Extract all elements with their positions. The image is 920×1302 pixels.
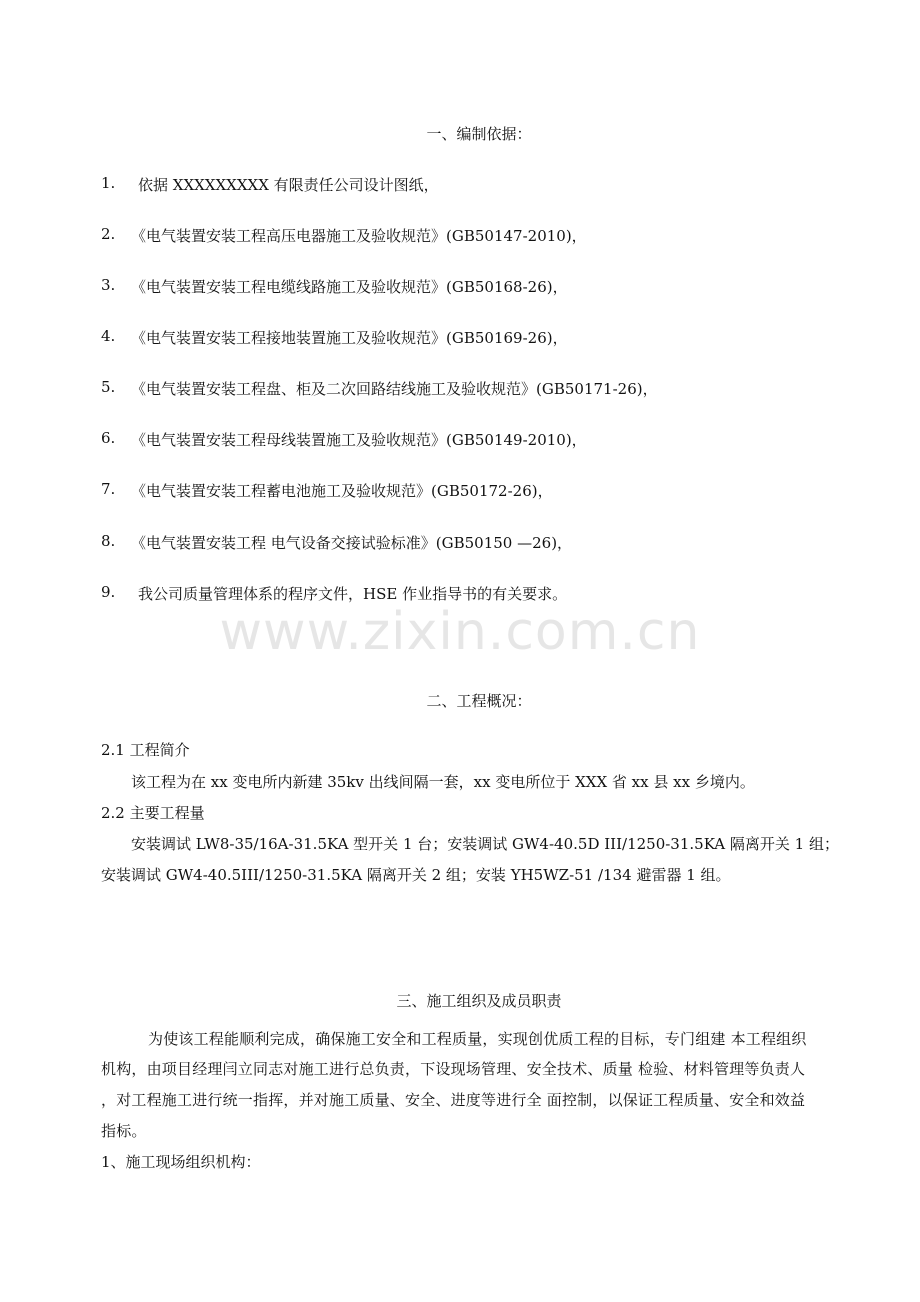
subsection-title: 1、施工现场组织机构： [101, 1153, 261, 1171]
watermark: www.zixin.com.cn [219, 602, 701, 662]
list-item-text: 《电气装置安装工程蓄电池施工及验收规范》(GB50172-26)， [131, 482, 553, 500]
list-item-text: 我公司质量管理体系的程序文件，HSE 作业指导书的有关要求。 [138, 585, 568, 603]
list-item-text: 依据 XXXXXXXXX 有限责任公司设计图纸， [138, 176, 439, 194]
list-item-text: 《电气装置安装工程高压电器施工及验收规范》(GB50147-2010)， [131, 227, 587, 245]
list-item-text: 《电气装置安装工程盘、柜及二次回路结线施工及验收规范》(GB50171-26)， [131, 380, 658, 398]
list-item-number: 1. [101, 174, 116, 192]
subsection-text: 安装调试 LW8-35/16A-31.5KA 型开关 1 台；安装调试 GW4-40.5D III/1250-31.5KA 隔离开关 1 组； [131, 835, 839, 853]
subsection-text: 安装调试 GW4-40.5III/1250-31.5KA 隔离开关 2 组；安装 YH5WZ-51 /134 避雷器 1 组。 [101, 866, 731, 884]
paragraph-line: 机构，由项目经理闫立同志对施工进行总负责，下设现场管理、安全技术、质量 检验、材料管理等负责人 [101, 1060, 806, 1078]
section-1-heading: 一、编制依据： [426, 125, 532, 143]
subsection-title: 2.1 工程简介 [101, 741, 190, 759]
list-item-number: 2. [101, 225, 116, 243]
list-item-number: 7. [101, 480, 116, 498]
list-item-text: 《电气装置安装工程 电气设备交接试验标准》(GB50150 —26)， [131, 534, 573, 552]
list-item-number: 4. [101, 327, 116, 345]
list-item-text: 《电气装置安装工程母线装置施工及验收规范》(GB50149-2010)， [131, 431, 587, 449]
list-item-number: 5. [101, 378, 116, 396]
list-item-number: 8. [101, 532, 116, 550]
paragraph-line: ，对工程施工进行统一指挥，并对施工质量、安全、进度等进行全 面控制，以保证工程质量、安全和效益 [101, 1091, 806, 1109]
section-2-heading: 二、工程概况： [426, 692, 532, 710]
subsection-title: 2.2 主要工程量 [101, 804, 205, 822]
list-item-number: 3. [101, 276, 116, 294]
section-3-heading: 三、施工组织及成员职责 [396, 992, 562, 1010]
list-item-text: 《电气装置安装工程电缆线路施工及验收规范》(GB50168-26)， [131, 278, 568, 296]
list-item-text: 《电气装置安装工程接地装置施工及验收规范》(GB50169-26)， [131, 329, 568, 347]
subsection-text: 该工程为在 xx 变电所内新建 35kv 出线间隔一套，xx 变电所位于 XXX 省 xx 县 xx 乡境内。 [131, 773, 755, 791]
list-item-number: 9. [101, 583, 116, 601]
paragraph-line: 指标。 [101, 1122, 147, 1140]
paragraph-line: 为使该工程能顺利完成，确保施工安全和工程质量，实现创优质工程的目标，专门组建 本工程组织 [148, 1030, 807, 1048]
list-item-number: 6. [101, 429, 116, 447]
